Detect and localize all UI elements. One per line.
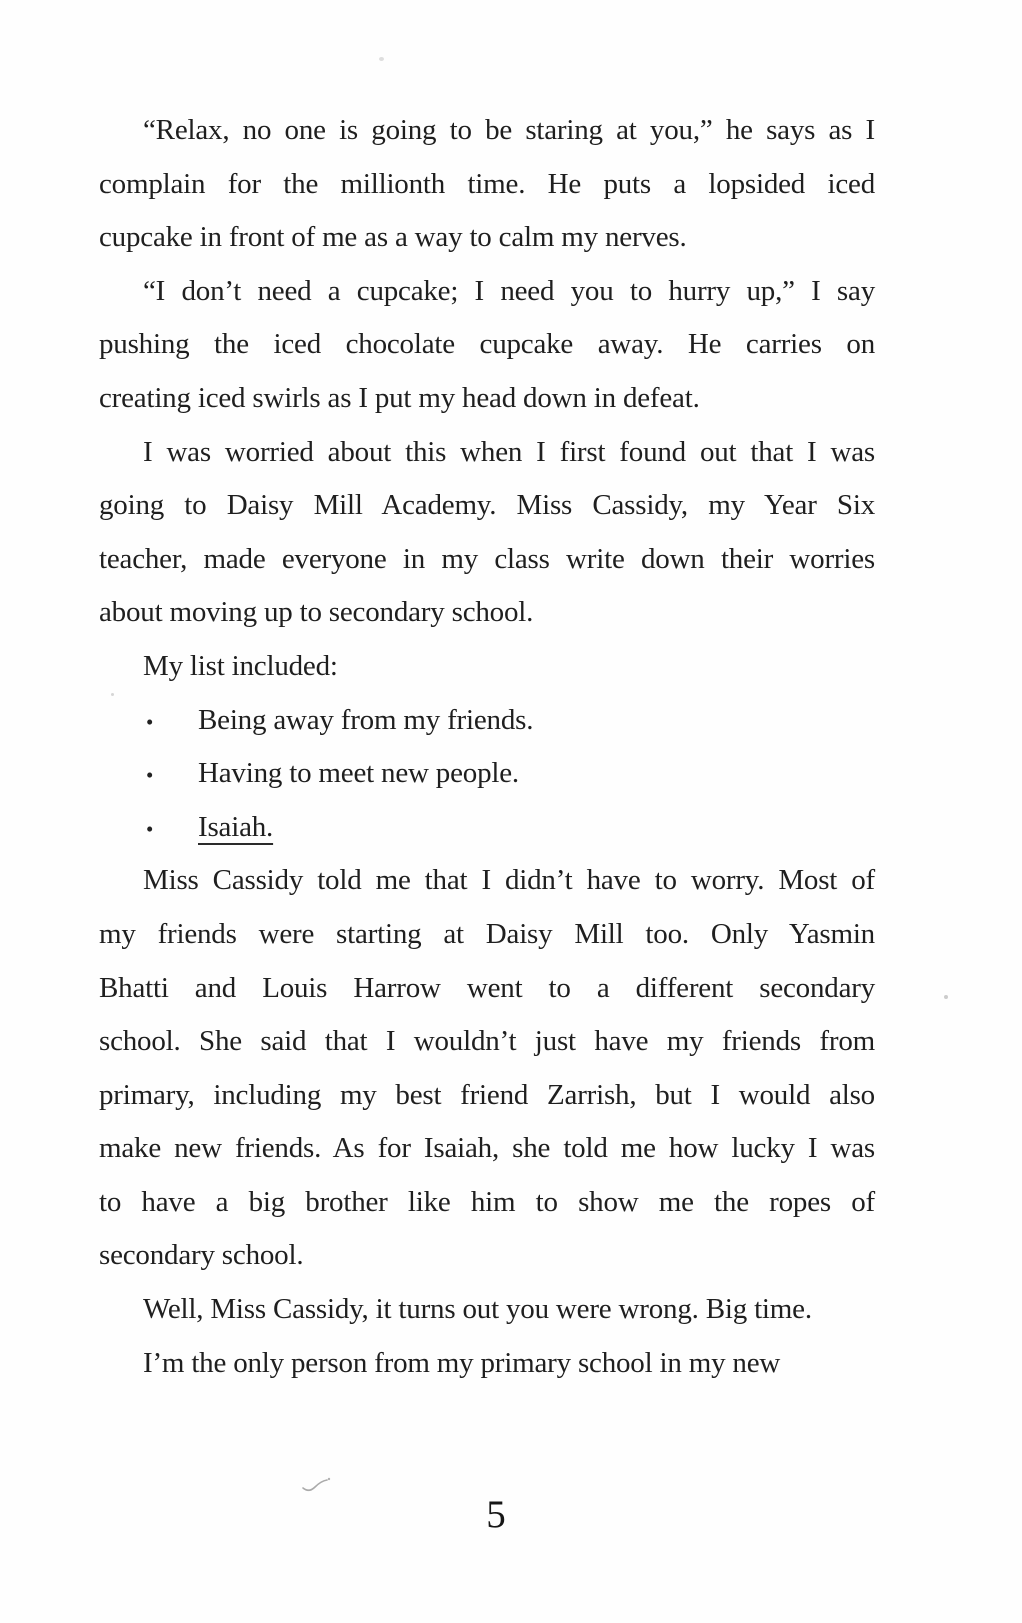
text-line: Miss Cassidy told me that I didn’t have to worry. Most of: [143, 864, 875, 897]
text-line: Bhatti and Louis Harrow went to a different secondary: [99, 971, 875, 1004]
text-line: school. She said that I wouldn’t just have my friends from: [99, 1025, 875, 1058]
bullet-icon: •: [146, 763, 154, 788]
text-line: Well, Miss Cassidy, it turns out you were wrong. Big time.: [143, 1293, 812, 1326]
bullet-icon: •: [146, 709, 154, 734]
text-line: secondary school.: [99, 1239, 304, 1272]
text-block: [99, 104, 875, 1390]
text-line: I was worried about this when I first found out that I was: [143, 435, 875, 468]
paragraph: [99, 426, 875, 640]
bullet-text: Having to meet new people.: [198, 757, 519, 790]
text-line: to have a big brother like him to show me the ropes of: [99, 1185, 875, 1218]
text-line: cupcake in front of me as a way to calm my nerves.: [99, 221, 687, 254]
text-line: pushing the iced chocolate cupcake away. He carries on: [99, 328, 875, 361]
text-line: “I don’t need a cupcake; I need you to hurry up,” I say: [143, 274, 875, 307]
bullet-item: [99, 747, 875, 801]
text-line: my friends were starting at Daisy Mill too. Only Yasmin: [99, 917, 875, 950]
bullet-text: Being away from my friends.: [198, 703, 534, 736]
paragraph: [99, 1283, 875, 1337]
bullet-item: [99, 694, 875, 748]
paragraph: [99, 1337, 875, 1391]
text-line: teacher, made everyone in my class write down their worries: [99, 542, 875, 575]
text-line: “Relax, no one is going to be staring at you,” he says as I: [143, 114, 875, 146]
scan-speck: [379, 57, 384, 61]
text-line: primary, including my best friend Zarrish, but I would also: [99, 1078, 875, 1111]
text-line: make new friends. As for Isaiah, she told me how lucky I was: [99, 1132, 875, 1165]
bullet-icon: •: [146, 816, 154, 841]
paragraph: [99, 265, 875, 426]
paragraph: [99, 104, 875, 265]
text-line: creating iced swirls as I put my head down in defeat.: [99, 381, 700, 414]
scan-speck: [111, 693, 114, 696]
bullet-text: Isaiah.: [198, 810, 274, 843]
text-line: complain for the millionth time. He puts a lopsided iced: [99, 167, 875, 200]
text-line: about moving up to secondary school.: [99, 596, 534, 629]
text-line: My list included:: [143, 649, 338, 682]
scan-speck: [944, 995, 948, 999]
text-line: going to Daisy Mill Academy. Miss Cassidy, my Year Six: [99, 489, 875, 522]
scan-mark: [300, 1472, 334, 1498]
paragraph: [99, 854, 875, 1283]
page-number: 5: [486, 1493, 506, 1536]
paragraph: [99, 640, 875, 694]
bullet-item: [99, 801, 875, 855]
text-line: I’m the only person from my primary school in my new: [143, 1346, 781, 1379]
